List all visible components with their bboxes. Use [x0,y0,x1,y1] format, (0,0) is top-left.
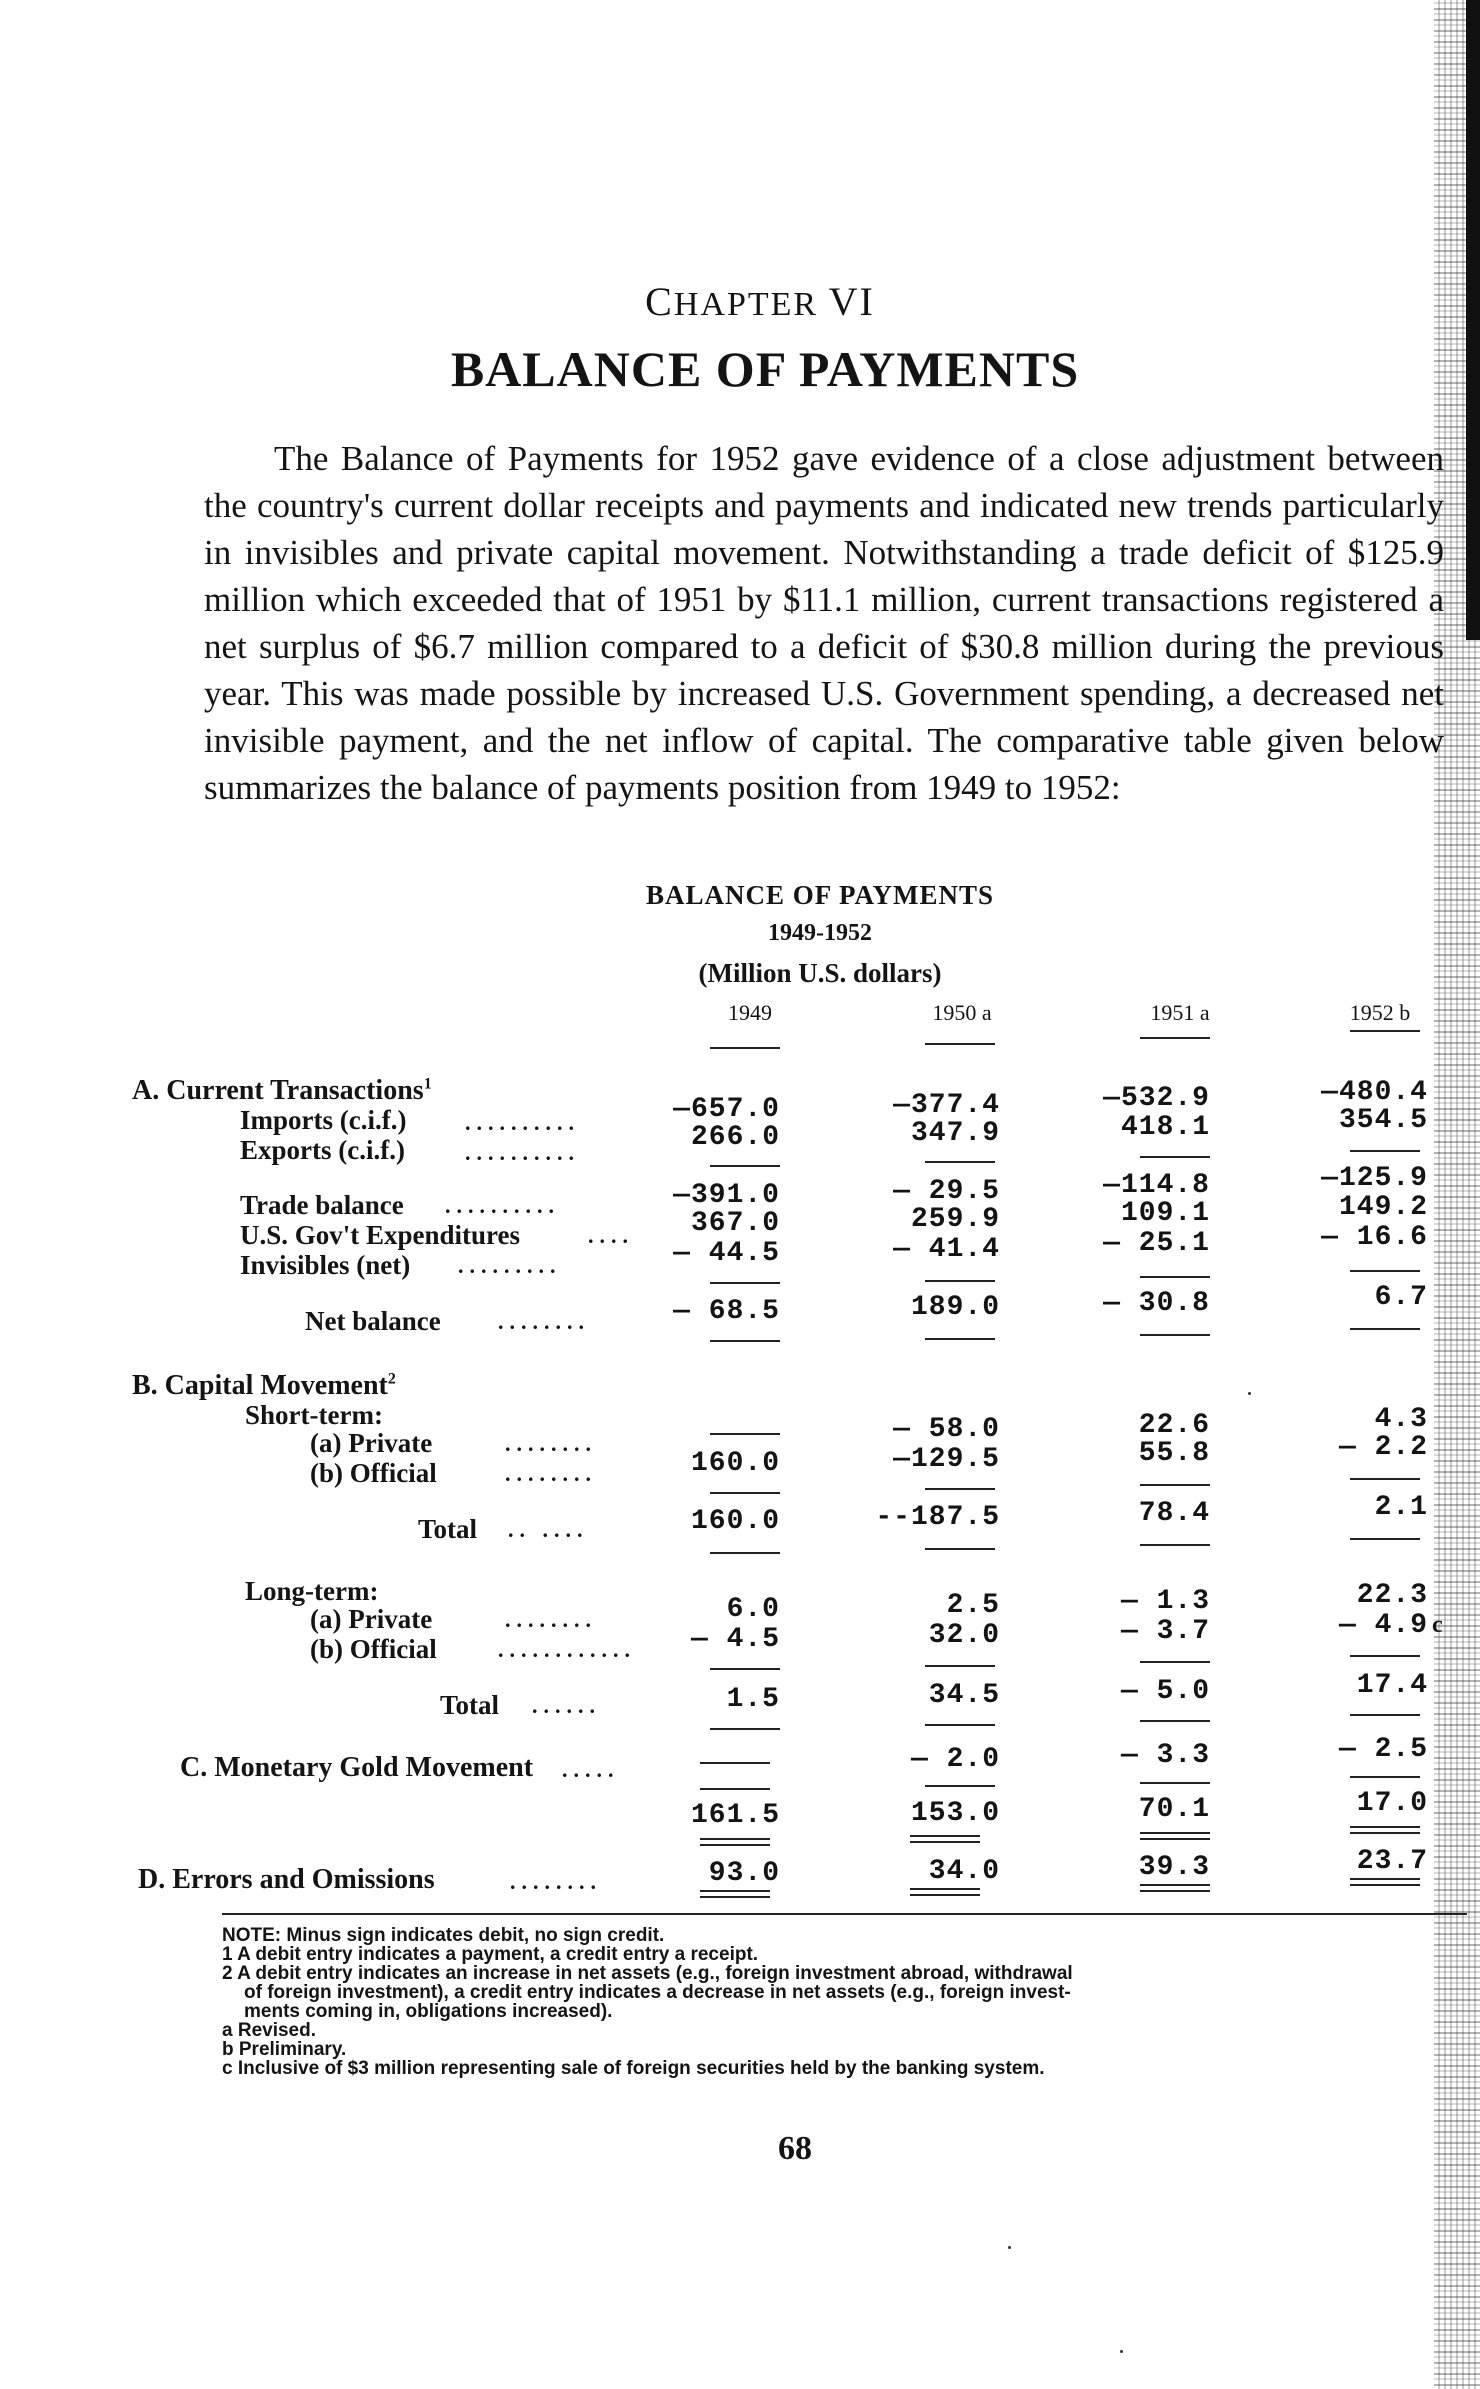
table-cell: 32.0 [928,1620,1000,1651]
row-label-st-total: Total [418,1514,478,1544]
table-cell: 2.1 [1374,1492,1428,1523]
table-cell: 6.0 [726,1594,780,1625]
sum-rule [1140,1661,1210,1663]
table-cell: 109.1 [1120,1198,1210,1229]
row-label-exports: Exports (c.i.f.) [240,1135,405,1165]
intro-paragraph [204,435,1444,811]
double-rule [1140,1832,1210,1840]
table-cell: 354.5 [1338,1105,1428,1136]
section-c-label: C. Monetary Gold Movement [180,1752,534,1783]
table-cell: 39.3 [1138,1852,1210,1883]
year-header-1949: 1949 [728,1000,772,1025]
sum-rule [925,1785,995,1787]
empty-cell-dash [700,1762,770,1764]
note-2-cont: of foreign investment), a credit entry indicates a decrease in net assets (e.g., foreign invest- [244,1982,1071,2003]
double-rule [1140,1884,1210,1892]
sum-rule [925,1161,995,1163]
sum-rule [1140,1544,1210,1546]
table-cell: --187.5 [875,1502,1000,1533]
long-term-label: Long-term: [245,1576,379,1606]
table-cell: — 4.5 [690,1624,780,1655]
leader-dots: ......... [458,1253,562,1278]
scan-speck [1248,1392,1251,1395]
table-cell-subtotal: 161.5 [690,1800,780,1831]
sum-rule [925,1548,995,1550]
sum-rule [1140,1156,1210,1158]
leader-dots: .......... [465,1140,580,1165]
sum-rule [1350,1328,1420,1330]
sum-rule [710,1552,780,1554]
header-rule [1350,1030,1420,1032]
year-header-1950: 1950 a [932,1000,992,1025]
leader-dots: .. .... [508,1517,589,1542]
sum-rule [925,1280,995,1282]
row-label-lt-official: (b) Official [310,1634,437,1664]
table-cell: — 3.3 [1120,1740,1210,1771]
table-cell: — 41.4 [893,1234,1000,1265]
sum-rule [710,1340,780,1342]
table-cell: 149.2 [1338,1192,1428,1223]
table-cell: — 58.0 [893,1414,1000,1445]
table-cell: —657.0 [673,1094,780,1125]
sum-rule [1140,1720,1210,1722]
table-bottom-rule [222,1913,1467,1915]
scan-speck [1008,2246,1011,2249]
year-header-1951: 1951 a [1150,1000,1210,1025]
note-b: b Preliminary. [222,2039,347,2060]
note-a: a Revised. [222,2020,316,2041]
table-cell: — 2.0 [910,1744,1000,1775]
double-rule [910,1835,980,1843]
leader-dots: ...... [532,1693,601,1718]
note-2: 2 A debit entry indicates an increase in net assets (e.g., foreign investment abroad, withdrawal [222,1963,1073,1984]
chapter-heading: CHAPTER VI [645,279,875,324]
leader-dots: ........ [498,1309,590,1334]
footnote-c-marker: c [1432,1612,1443,1638]
table-cell: —129.5 [893,1444,1000,1475]
page-number: 68 [778,2130,812,2167]
table-cell: — 1.3 [1120,1586,1210,1617]
leader-dots: ........ [505,1461,597,1486]
table-cell: — 25.1 [1103,1228,1210,1259]
table-unit: (Million U.S. dollars) [698,958,942,988]
table-cell: —532.9 [1103,1083,1210,1114]
note-1: 1 A debit entry indicates a payment, a credit entry a receipt. [222,1944,759,1965]
note-2-cont: ments coming in, obligations increased). [244,2001,613,2022]
leader-dots: .... [588,1223,634,1248]
sum-rule [700,1788,770,1790]
table-period: 1949-1952 [768,920,872,946]
sum-rule [1350,1270,1420,1272]
sum-rule [1350,1655,1420,1657]
table-cell: 2.5 [946,1590,1000,1621]
note-c: c Inclusive of $3 million representing sale of foreign securities held by the banking system. [222,2058,1045,2079]
short-term-label: Short-term: [245,1400,383,1430]
leader-dots: ..... [562,1757,620,1782]
empty-cell-dash [710,1433,780,1435]
leader-dots: .......... [445,1193,560,1218]
table-cell: 6.7 [1374,1282,1428,1313]
table-cell: 367.0 [690,1208,780,1239]
row-label-st-private: (a) Private [310,1428,433,1458]
page-title: BALANCE OF PAYMENTS [450,341,1080,397]
row-label-trade-balance: Trade balance [240,1190,404,1220]
sum-rule [925,1338,995,1340]
table-cell: 22.3 [1356,1580,1428,1611]
table-cell: 22.6 [1138,1410,1210,1441]
leader-dots: ........ [505,1431,597,1456]
row-label-lt-total: Total [440,1690,500,1720]
table-cell: 259.9 [910,1204,1000,1235]
table-cell: — 44.5 [673,1238,780,1269]
year-header-1952: 1952 b [1349,1000,1411,1025]
table-cell: —114.8 [1103,1170,1210,1201]
table-cell: 93.0 [708,1858,780,1889]
table-cell: 34.0 [928,1856,1000,1887]
table-cell: 189.0 [910,1292,1000,1323]
sum-rule [710,1668,780,1670]
sum-rule [1140,1334,1210,1336]
double-rule [910,1888,980,1896]
header-rule [925,1043,995,1045]
table-cell: —377.4 [893,1090,1000,1121]
table-cell: — 68.5 [673,1296,780,1327]
table-cell: —480.4 [1321,1077,1428,1108]
sum-rule [925,1665,995,1667]
table-cell: — 16.6 [1321,1222,1428,1253]
table-cell: 347.9 [910,1118,1000,1149]
table-cell: — 30.8 [1103,1288,1210,1319]
sum-rule [925,1724,995,1726]
table-cell: —125.9 [1321,1163,1428,1194]
row-label-st-official: (b) Official [310,1458,437,1488]
table-cell: 17.4 [1356,1670,1428,1701]
table-cell: — 2.2 [1338,1432,1428,1463]
double-rule [1350,1878,1420,1886]
row-label-invisibles: Invisibles (net) [240,1250,411,1280]
table-cell: 78.4 [1138,1498,1210,1529]
table-title: BALANCE OF PAYMENTS [645,880,995,910]
double-rule [1350,1826,1420,1834]
footnotes [222,1926,1462,2078]
section-b-label: B. Capital Movement$^2$ [132,1370,396,1401]
table-cell: — 29.5 [893,1176,1000,1207]
table-cell: 160.0 [690,1448,780,1479]
double-rule [700,1890,770,1898]
table-cell: 160.0 [690,1506,780,1537]
table-cell-subtotal: 17.0 [1356,1788,1428,1819]
header-rule [1140,1037,1210,1039]
table-cell: — 2.5 [1338,1734,1428,1765]
sum-rule [710,1492,780,1494]
sum-rule [710,1728,780,1730]
sum-rule [1350,1478,1420,1480]
table-cell: 34.5 [928,1680,1000,1711]
table-cell-subtotal: 153.0 [910,1798,1000,1829]
row-label-lt-private: (a) Private [310,1604,433,1634]
table-cell: 4.3 [1374,1404,1428,1435]
sum-rule [1140,1276,1210,1278]
sum-rule [710,1282,780,1284]
sum-rule [1350,1776,1420,1778]
header-rule [710,1047,780,1049]
table-cell: — 4.9 [1338,1610,1428,1641]
table-cell-subtotal: 70.1 [1138,1794,1210,1825]
sum-rule [1140,1484,1210,1486]
table-cell: 1.5 [726,1684,780,1715]
table-cell: — 3.7 [1120,1616,1210,1647]
section-d-label: D. Errors and Omissions [138,1864,435,1895]
double-rule [700,1838,770,1846]
leader-dots: .......... [465,1110,580,1135]
table-cell: — 5.0 [1120,1676,1210,1707]
row-label-imports: Imports (c.i.f.) [240,1105,407,1135]
leader-dots: ............ [498,1637,636,1662]
row-label-net-balance: Net balance [305,1306,441,1336]
table-cell: 418.1 [1120,1112,1210,1143]
leader-dots: ........ [510,1869,602,1894]
table-cell: —391.0 [673,1180,780,1211]
sum-rule [710,1165,780,1167]
sum-rule [1350,1538,1420,1540]
section-a-label: A. Current Transactions$^1$ [132,1075,432,1106]
sum-rule [1350,1714,1420,1716]
table-cell: 23.7 [1356,1846,1428,1877]
leader-dots: ........ [505,1607,597,1632]
row-label-usgov: U.S. Gov't Expenditures [240,1220,521,1250]
intro-text: The Balance of Payments for 1952 gave evidence of a close adjustment between the country's current dollar receipts and payments and indicated new trends particularly in invisibles and private capital movement. Notwithstanding a trade deficit of $125.9 million which exceeded that of 1951 by $11.1 million, current transactions registered a net surplus of $6.7 million compared to a deficit of $30.8 million during the previous year. This was made possible by increased U.S. Government spending, a decreased net invisible payment, and the net inflow of capital. The comparative table given below summarizes the balance of payments position from 1949 to 1952: [204,439,1444,807]
sum-rule [1350,1150,1420,1152]
sum-rule [925,1488,995,1490]
table-cell: 266.0 [690,1122,780,1153]
sum-rule [1140,1782,1210,1784]
scan-speck [1120,2350,1123,2353]
note-minus-sign: NOTE: Minus sign indicates debit, no sign credit. [222,1925,665,1946]
table-cell: 55.8 [1138,1438,1210,1469]
